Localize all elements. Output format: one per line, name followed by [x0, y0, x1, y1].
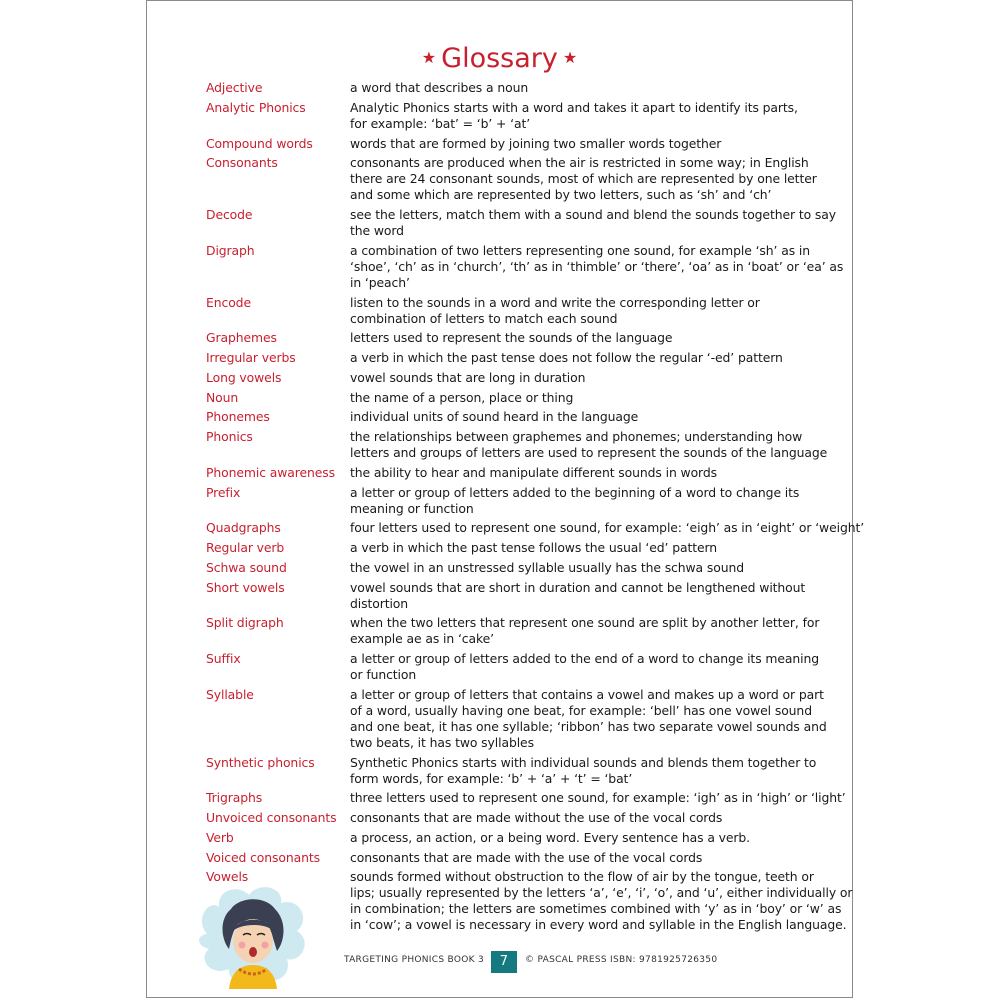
glossary-term: Phonemic awareness [206, 464, 335, 480]
glossary-entry [206, 207, 836, 239]
glossary-term: Short vowels [206, 579, 285, 595]
definition-line: four letters used to represent one sound, for example: ‘eigh’ as in ‘eight’ or ‘weight’ [350, 520, 865, 536]
glossary-term: Schwa sound [206, 559, 287, 575]
glossary-entry [206, 390, 831, 406]
definition-line: the ability to hear and manipulate different sounds in words [350, 464, 717, 480]
glossary-definition [350, 409, 831, 425]
definition-line: meaning or function [350, 500, 474, 516]
glossary-term: Unvoiced consonants [206, 810, 337, 825]
glossary-definition [350, 330, 831, 346]
glossary-term: Irregular verbs [206, 350, 296, 365]
definition-line: a verb in which the past tense follows the usual ‘ed’ pattern [350, 540, 718, 555]
star-icon: ★ [562, 48, 578, 67]
glossary-definition [350, 100, 831, 132]
glossary-entry [206, 465, 831, 481]
definition-line: for example: ‘bat’ = ‘b’ + ‘at’ [350, 115, 531, 131]
glossary-term: Verb [206, 829, 234, 845]
glossary-term: Compound words [206, 135, 313, 151]
glossary-entry [206, 80, 831, 96]
definition-line: Analytic Phonics starts with a word and takes it apart to identify its parts, [350, 99, 798, 115]
glossary-term: Split digraph [206, 615, 284, 631]
definition-line: Synthetic Phonics starts with individual sounds and blends them together to [350, 754, 817, 770]
glossary-term: Synthetic phonics [206, 754, 315, 770]
glossary-entry [206, 651, 831, 683]
glossary-term: Noun [206, 389, 239, 405]
definition-line: vowel sounds that are short in duration and cannot be lengthened without [350, 579, 806, 595]
definition-line: a letter or group of letters added to the beginning of a word to change its [350, 484, 800, 500]
publisher-info: © PASCAL PRESS ISBN: 9781925726350 [525, 955, 718, 965]
definition-line: letters used to represent the sounds of the language [350, 330, 673, 346]
glossary-definition [350, 830, 831, 846]
glossary-entry [206, 330, 831, 346]
glossary-entry [206, 136, 831, 152]
definition-line: and one beat, it has one syllable; ‘ribbon’ has two separate vowel sounds and [350, 718, 827, 734]
glossary-term: Syllable [206, 686, 254, 702]
glossary-list [206, 80, 865, 937]
definition-line: listen to the sounds in a word and write the corresponding letter or [350, 294, 760, 310]
glossary-term: Decode [206, 207, 253, 222]
glossary-definition [350, 615, 831, 647]
glossary-entry [206, 242, 844, 291]
glossary-definition [350, 651, 831, 683]
glossary-entry [206, 540, 831, 556]
glossary-definition [350, 869, 852, 933]
glossary-term: Consonants [206, 155, 278, 171]
page-number: 7 [491, 951, 517, 973]
definition-line: the word [350, 223, 404, 238]
glossary-term: Graphemes [206, 330, 277, 346]
glossary-entry [206, 755, 831, 787]
glossary-definition [350, 687, 831, 751]
glossary-term: Prefix [206, 484, 241, 500]
definition-line: lips; usually represented by the letters ‘a’, ‘e’, ‘i’, ‘o’, and ‘u’, either individually or [350, 885, 853, 901]
book-page [146, 0, 865, 998]
glossary-term: Analytic Phonics [206, 99, 306, 115]
definition-line: in ‘peach’ [350, 274, 410, 290]
glossary-term: Vowels [206, 869, 249, 885]
glossary-entry [206, 580, 831, 612]
definition-line: consonants are produced when the air is restricted in some way; in English [350, 155, 809, 171]
glossary-entry [206, 615, 831, 647]
definition-line: when the two letters that represent one sound are split by another letter, for [350, 615, 820, 631]
glossary-term: Trigraphs [206, 790, 263, 806]
definition-line: a combination of two letters representing one sound, for example ‘sh’ as in [350, 242, 810, 258]
glossary-term: Quadgraphs [206, 520, 281, 536]
definition-line: distortion [350, 595, 409, 611]
glossary-term: Suffix [206, 651, 241, 666]
definition-line: form words, for example: ‘b’ + ‘a’ + ‘t’ = ‘bat’ [350, 770, 633, 786]
glossary-definition [350, 485, 831, 517]
glossary-definition [350, 850, 831, 866]
glossary-definition [350, 810, 831, 826]
glossary-definition [350, 755, 831, 787]
definition-line: words that are formed by joining two smaller words together [350, 135, 722, 151]
glossary-definition [350, 295, 831, 327]
glossary-term: Digraph [206, 242, 255, 258]
glossary-definition [350, 560, 831, 576]
glossary-definition [350, 429, 831, 461]
glossary-entry [206, 485, 831, 517]
definition-line: a word that describes a noun [350, 80, 529, 95]
glossary-entry [206, 830, 831, 846]
definition-line: the vowel in an unstressed syllable usually has the schwa sound [350, 559, 745, 575]
definition-line: ‘shoe’, ‘ch’ as in ‘church’, ‘th’ as in ‘thimble’ or ‘there’, ‘oa’ as in ‘boat’ or ‘ea’ as [350, 258, 844, 274]
definition-line: sounds formed without obstruction to the flow of air by the tongue, teeth or [350, 869, 814, 885]
definition-line: consonants that are made with the use of the vocal cords [350, 849, 703, 865]
definition-line: in combination; the letters are sometimes combined with ‘y’ as in ‘boy’ or ‘w’ as [350, 901, 842, 917]
definition-line: three letters used to represent one sound, for example: ‘igh’ as in ‘high’ or ‘light’ [350, 790, 846, 806]
glossary-definition [350, 136, 831, 152]
glossary-definition [350, 390, 831, 406]
definition-line: the relationships between graphemes and phonemes; understanding how [350, 429, 803, 444]
definition-line: a verb in which the past tense does not follow the regular ‘-ed’ pattern [350, 350, 783, 365]
definition-line: there are 24 consonant sounds, most of which are represented by one letter [350, 171, 817, 187]
definition-line: of a word, usually having one beat, for example: ‘bell’ has one vowel sound [350, 702, 812, 718]
definition-line: consonants that are made without the use of the vocal cords [350, 810, 723, 825]
definition-line: letters and groups of letters are used to represent the sounds of the language [350, 445, 828, 460]
glossary-entry [206, 429, 831, 461]
glossary-entry [206, 520, 865, 536]
glossary-entry [206, 409, 831, 425]
star-icon: ★ [421, 48, 437, 67]
definition-line: and some which are represented by two letters, such as ‘sh’ and ‘ch’ [350, 187, 772, 203]
definition-line: a process, an action, or a being word. Every sentence has a verb. [350, 829, 751, 845]
glossary-term: Adjective [206, 80, 263, 95]
glossary-definition [350, 370, 831, 386]
definition-line: a letter or group of letters added to the end of a word to change its meaning [350, 651, 819, 666]
glossary-definition [350, 243, 843, 291]
glossary-entry [206, 790, 846, 806]
glossary-definition [350, 207, 836, 239]
glossary-definition [350, 790, 846, 806]
glossary-definition [350, 155, 831, 203]
definition-line: in ‘cow’; a vowel is necessary in every word and syllable in the English language. [350, 917, 847, 933]
definition-line: a letter or group of letters that contains a vowel and makes up a word or part [350, 686, 824, 702]
definition-line: two beats, it has two syllables [350, 734, 534, 750]
glossary-definition [350, 465, 831, 481]
definition-line: vowel sounds that are long in duration [350, 369, 586, 385]
glossary-term: Long vowels [206, 369, 282, 385]
glossary-entry [206, 295, 831, 327]
glossary-definition [350, 540, 831, 556]
definition-line: see the letters, match them with a sound and blend the sounds together to say [350, 207, 836, 222]
glossary-term: Voiced consonants [206, 849, 320, 865]
glossary-term: Regular verb [206, 540, 285, 555]
glossary-term: Phonics [206, 429, 253, 444]
title-text: Glossary [441, 43, 558, 74]
definition-line: combination of letters to match each sound [350, 310, 618, 326]
page-footer [147, 951, 852, 973]
glossary-entry [206, 350, 831, 366]
glossary-definition [350, 580, 831, 612]
page-title [147, 41, 852, 76]
glossary-entry [206, 370, 831, 386]
glossary-term: Encode [206, 294, 251, 310]
definition-line: example ae as in ‘cake’ [350, 631, 494, 647]
glossary-definition [350, 350, 831, 366]
glossary-definition [350, 520, 864, 536]
glossary-entry [206, 155, 831, 203]
definition-line: the name of a person, place or thing [350, 389, 574, 405]
definition-line: individual units of sound heard in the language [350, 409, 639, 425]
glossary-entry [206, 560, 831, 576]
book-title: TARGETING PHONICS BOOK 3 [344, 955, 484, 965]
glossary-definition [350, 80, 831, 96]
glossary-entry [206, 687, 831, 751]
glossary-term: Phonemes [206, 409, 270, 425]
definition-line: or function [350, 667, 417, 682]
glossary-entry [206, 100, 831, 132]
glossary-entry [206, 810, 831, 826]
glossary-entry [206, 850, 831, 866]
